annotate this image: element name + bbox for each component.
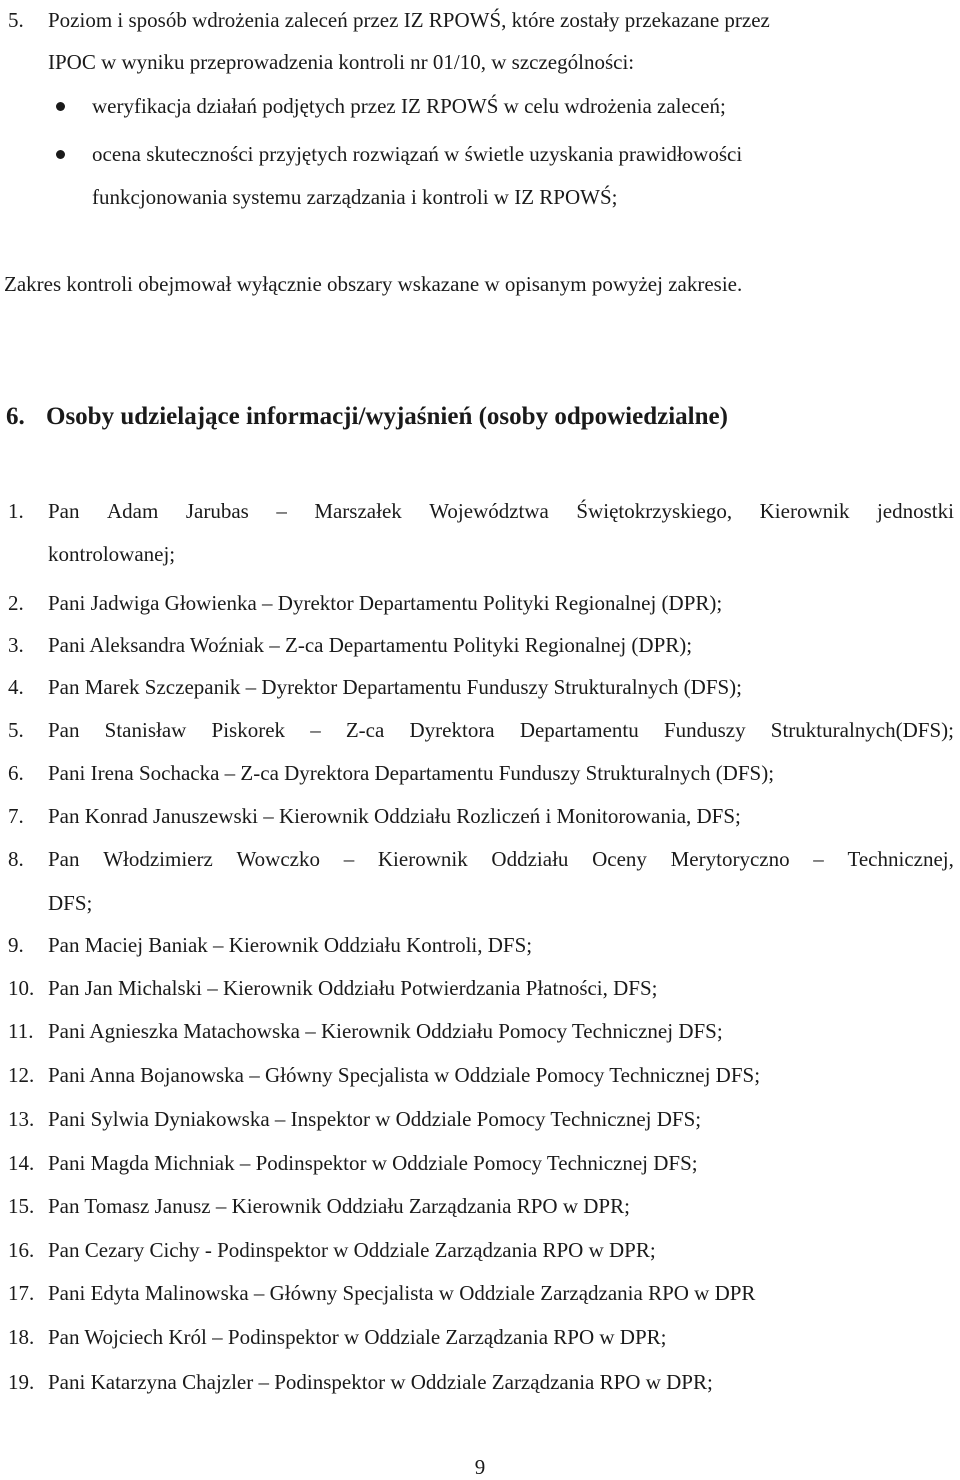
list-item-text: Pani Jadwiga Głowienka – Dyrektor Departamentu Polityki Regionalnej (DPR); (48, 591, 723, 615)
list-item-number: 13. (8, 1107, 35, 1131)
list-item-text: Pani Edyta Malinowska – Główny Specjalista w Oddziale Zarządzania RPO w DPR (48, 1281, 756, 1305)
list-item-text: Pani Anna Bojanowska – Główny Specjalista w Oddziale Pomocy Technicznej DFS; (48, 1063, 761, 1087)
bullet-icon (56, 150, 65, 159)
list-item-text: DFS; (48, 891, 93, 915)
list-item-text: Pani Aleksandra Woźniak – Z-ca Departamentu Polityki Regionalnej (DPR); (48, 633, 693, 657)
list-item-text: Pan Marek Szczepanik – Dyrektor Departamentu Funduszy Strukturalnych (DFS); (48, 675, 743, 699)
list-item-number: 10. (8, 976, 35, 1000)
list-item-number: 3. (8, 633, 24, 657)
list-item-number: 19. (8, 1370, 35, 1394)
list-item-number: 2. (8, 591, 24, 615)
bullet-item-text: ocena skuteczności przyjętych rozwiązań w świetle uzyskania prawidłowości (92, 142, 743, 166)
page-number: 9 (474, 1455, 486, 1479)
list-item-number: 4. (8, 675, 24, 699)
section5-number: 5. (8, 8, 24, 32)
list-item-number: 16. (8, 1238, 35, 1262)
list-item-text: Pan Tomasz Janusz – Kierownik Oddziału Zarządzania RPO w DPR; (48, 1194, 630, 1218)
list-item-number: 11. (8, 1019, 34, 1043)
scope-text: Zakres kontroli obejmował wyłącznie obszary wskazane w opisanym powyżej zakresie. (4, 272, 743, 296)
list-item-number: 14. (8, 1151, 35, 1175)
list-item-text: kontrolowanej; (48, 542, 176, 566)
section5-heading-continuation: IPOC w wyniku przeprowadzenia kontroli nr 01/10, w szczególności: (48, 50, 635, 74)
list-item-text: Pani Sylwia Dyniakowska – Inspektor w Oddziale Pomocy Technicznej DFS; (48, 1107, 702, 1131)
list-item-text: Pan Wojciech Król – Podinspektor w Oddziale Zarządzania RPO w DPR; (48, 1325, 667, 1349)
list-item-text: Pan Adam Jarubas – Marszałek Województwa Świętokrzyskiego, Kierownik jednostki (48, 499, 954, 523)
list-item-number: 1. (8, 499, 24, 523)
section6-title: Osoby udzielające informacji/wyjaśnień (osoby odpowiedzialne) (46, 403, 728, 430)
list-item-number: 15. (8, 1194, 35, 1218)
list-item-text: Pan Konrad Januszewski – Kierownik Oddziału Rozliczeń i Monitorowania, DFS; (48, 804, 741, 828)
list-item-text: Pani Katarzyna Chajzler – Podinspektor w Oddziale Zarządzania RPO w DPR; (48, 1370, 713, 1394)
bullet-item-text: funkcjonowania systemu zarządzania i kontroli w IZ RPOWŚ; (92, 185, 618, 209)
list-item-text: Pan Stanisław Piskorek – Z-ca Dyrektora Departamentu Funduszy Strukturalnych(DFS); (48, 718, 954, 742)
list-item-text: Pani Irena Sochacka – Z-ca Dyrektora Departamentu Funduszy Strukturalnych (DFS); (48, 761, 775, 785)
list-item-text: Pani Magda Michniak – Podinspektor w Oddziale Pomocy Technicznej DFS; (48, 1151, 698, 1175)
list-item-number: 5. (8, 718, 24, 742)
list-item-text: Pan Cezary Cichy - Podinspektor w Oddziale Zarządzania RPO w DPR; (48, 1238, 656, 1262)
section6-number: 6. (6, 403, 25, 430)
list-item-number: 6. (8, 761, 24, 785)
list-item-text: Pani Agnieszka Matachowska – Kierownik Oddziału Pomocy Technicznej DFS; (48, 1019, 723, 1043)
list-item-number: 17. (8, 1281, 35, 1305)
list-item-number: 8. (8, 847, 24, 871)
list-item-number: 7. (8, 804, 24, 828)
bullet-icon (56, 102, 65, 111)
list-item-text: Pan Maciej Baniak – Kierownik Oddziału Kontroli, DFS; (48, 933, 533, 957)
list-item-text: Pan Włodzimierz Wowczko – Kierownik Oddziału Oceny Merytoryczno – Technicznej, (48, 847, 954, 871)
list-item-number: 18. (8, 1325, 35, 1349)
section5-heading-text: Poziom i sposób wdrożenia zaleceń przez IZ RPOWŚ, które zostały przekazane przez (48, 8, 770, 32)
list-item-number: 9. (8, 933, 24, 957)
bullet-item-text: weryfikacja działań podjętych przez IZ RPOWŚ w celu wdrożenia zaleceń; (92, 94, 726, 118)
list-item-text: Pan Jan Michalski – Kierownik Oddziału Potwierdzania Płatności, DFS; (48, 976, 658, 1000)
list-item-number: 12. (8, 1063, 35, 1087)
